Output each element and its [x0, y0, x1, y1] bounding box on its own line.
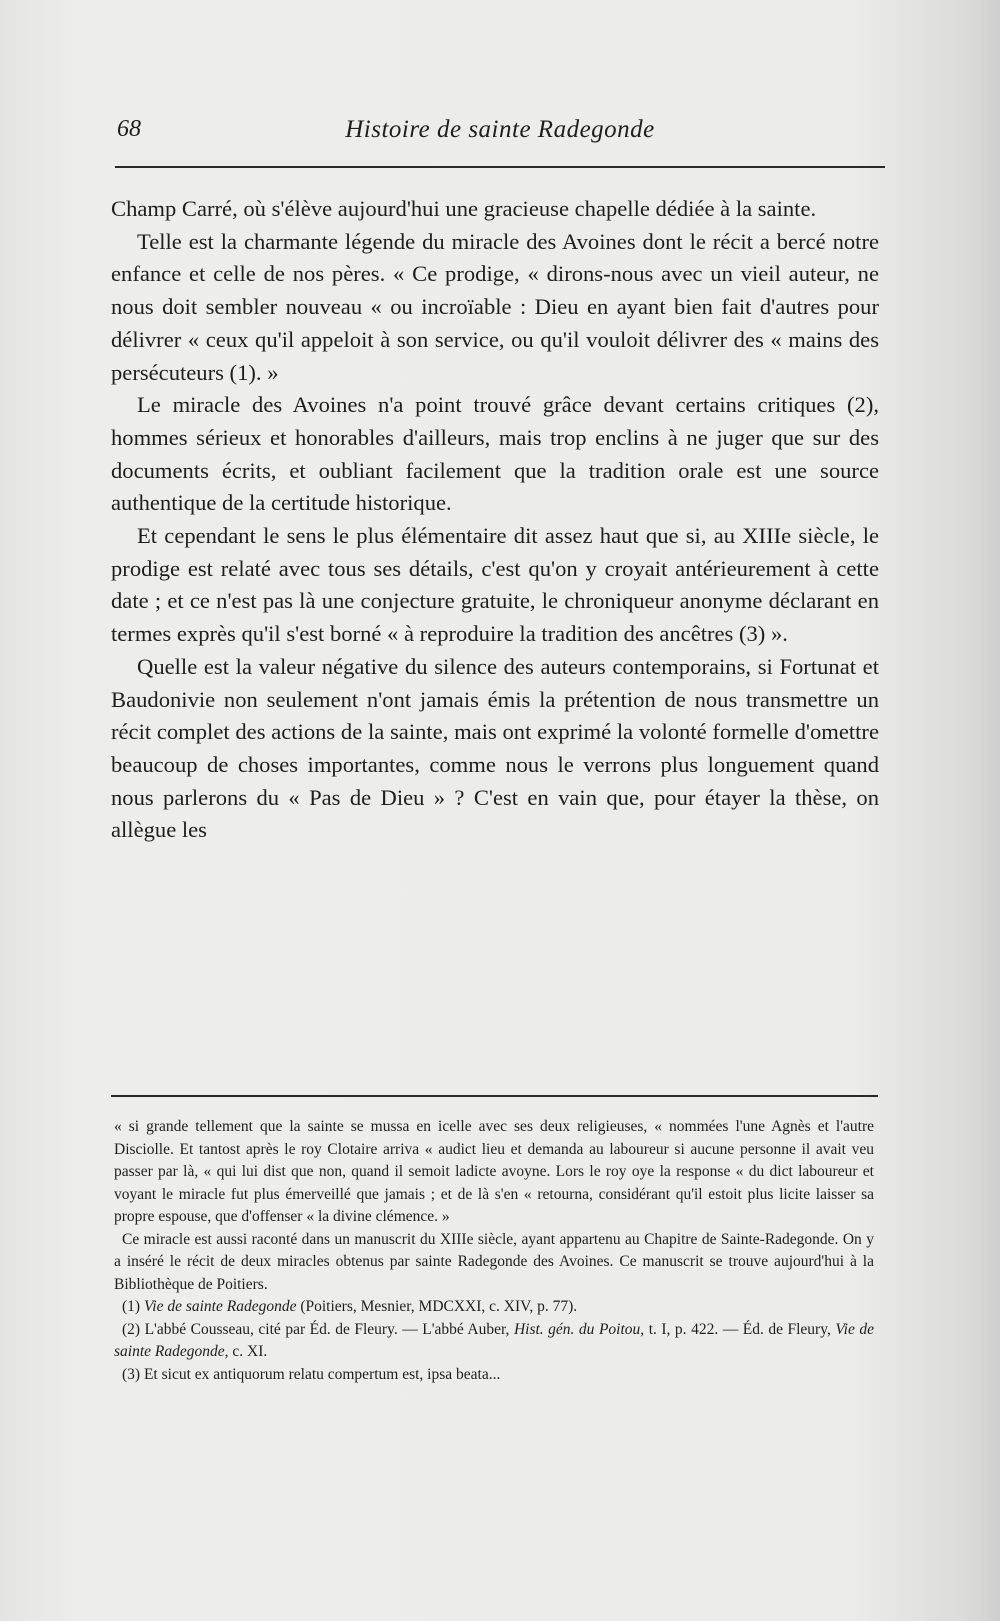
footnote-2-mark: (2)	[122, 1320, 141, 1338]
footnote-manuscript: Ce miracle est aussi raconté dans un manuscrit du XIIIe siècle, ayant appartenu au Chapitre de Sainte-Radegonde. On y a inséré le récit de deux miracles obtenus par sainte Radegonde des Avoines. Ce manuscrit se trouve aujourd'hui à la Bibliothèque de Poitiers.	[114, 1230, 874, 1293]
running-title: Histoire de sainte Radegonde	[345, 116, 655, 143]
footnote-2-text-c: c. XI.	[232, 1343, 268, 1360]
page-header	[115, 112, 885, 152]
footnote-rule	[111, 1095, 878, 1097]
footnote-2-title-1: Hist. gén. du Poitou,	[513, 1320, 645, 1338]
paragraph-4: Et cependant le sens le plus élémentaire dit assez haut que si, au XIIIe siècle, le prodige est relaté avec tous ses détails, c'est qu'on y croyait antérieurement à cette date ; et ce n'est pas là une conjecture gratuite, le chroniqueur anonyme déclarant en termes exprès qu'il s'est borné « à reproduire la tradition des ancêtres (3) ».	[111, 523, 879, 647]
main-text	[111, 193, 879, 847]
footnote-1-mark: (1)	[122, 1298, 141, 1315]
paragraph-3: Le miracle des Avoines n'a point trouvé grâce devant certains critiques (2), hommes sérieux et honorables d'ailleurs, mais trop enclins à ne juger que sur des documents écrits, et oubliant facilement que la tradition orale est une source authentique de la certitude historique.	[111, 392, 879, 516]
paragraph-5: Quelle est la valeur négative du silence des auteurs contemporains, si Fortunat et Baudonivie non seulement n'ont jamais émis la prétention de nous transmettre un récit complet des actions de la sainte, mais ont exprimé la volonté formelle d'omettre beaucoup de choses importantes, comme nous le verrons plus longuement quand nous parlerons du « Pas de Dieu » ? C'est en vain que, pour étayer la thèse, on allègue les	[111, 653, 879, 843]
footnote-1	[114, 1296, 874, 1319]
paragraph-2: Telle est la charmante légende du miracle des Avoines dont le récit a bercé notre enfance et celle de nos pères. « Ce prodige, « dirons-nous avec un vieil auteur, ne nous doit sembler nouveau « ou incroïable : Dieu en ayant bien fait d'autres pour délivrer « ceux qu'il appeloit à son service, ou qu'il vouloit délivrer des « mains des persécuteurs (1). »	[111, 228, 879, 385]
footnote-3-text: Et sicut ex antiquorum relatu compertum est, ipsa beata...	[143, 1365, 501, 1383]
footnote-2-title-2: Vie de sainte Radegonde,	[114, 1320, 874, 1360]
page-number: 68	[117, 116, 141, 142]
footnote-quote: « si grande tellement que la sainte se mussa en icelle avec ses deux religieuses, « nommées l'une Agnès et l'autre Disciolle. Et tantost après le roy Clotaire arriva « audict lieu et demanda au laboureur si aucune personne il avait veu passer par là, « qui lui dist que non, quand il semoit ladicte avoyne. Lors le roy oye la response « du dict laboureur et voyant le miracle fut plus émerveillé que jamais ; et de là s'en « retourna, considérant qu'il estoit plus licite laisser sa propre espouse, que d'offenser « la divine clémence. »	[114, 1118, 874, 1225]
footnote-1-title: Vie de sainte Radegonde	[143, 1298, 297, 1315]
footnote-3	[114, 1364, 874, 1387]
footnote-2	[114, 1319, 874, 1364]
footnote-2-text-a: L'abbé Cousseau, cité par Éd. de Fleury. — L'abbé Auber,	[144, 1320, 510, 1338]
header-rule	[115, 166, 885, 168]
footnote-1-text: (Poitiers, Mesnier, MDCXXI, c. XIV, p. 77).	[300, 1298, 578, 1315]
paragraph-1: Champ Carré, où s'élève aujourd'hui une gracieuse chapelle dédiée à la sainte.	[111, 196, 817, 221]
footnote-3-mark: (3)	[122, 1365, 141, 1383]
footnote-2-text-b: t. I, p. 422. — Éd. de Fleury,	[648, 1320, 831, 1338]
footnotes	[114, 1116, 874, 1386]
